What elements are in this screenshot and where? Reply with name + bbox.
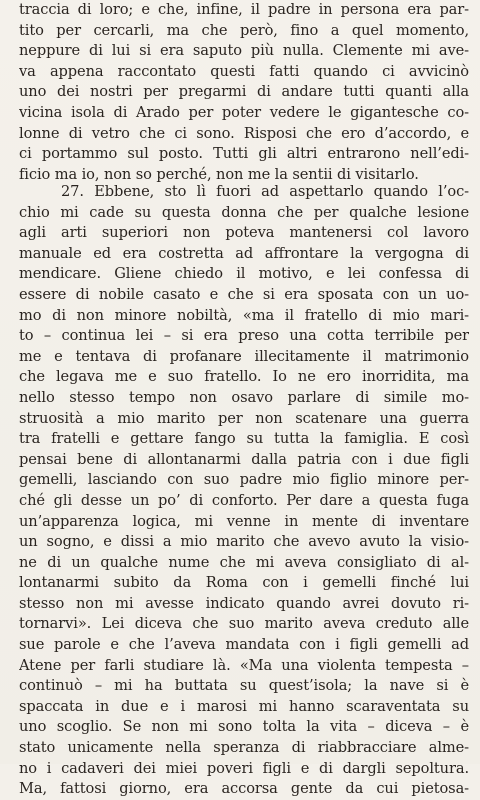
text-line: pensai bene di allontanarmi dalla patria con i due figli <box>19 450 469 468</box>
paragraph-2 <box>19 182 469 800</box>
text-line: traccia di loro; e che, infine, il padre in persona era par- <box>19 1 469 18</box>
text-line: che legava me e suo fratello. Io ne ero inorridita, ma <box>19 368 469 386</box>
text-line: struosità a mio marito per non scatenare una guerra <box>19 409 469 427</box>
text-line: ché gli desse un po’ di conforto. Per dare a questa fuga <box>19 491 469 509</box>
text-line: tra fratelli e gettare fango su tutta la famiglia. E così <box>19 430 469 448</box>
text-line: un’apparenza logica, mi venne in mente di inventare <box>19 512 469 530</box>
text-line: manuale ed era costretta ad affrontare la vergogna di <box>19 244 469 262</box>
text-line: Ma, fattosi giorno, era accorsa gente da cui pietosa- <box>19 780 469 798</box>
text-line: uno scoglio. Se non mi sono tolta la vita – diceva – è <box>19 718 469 736</box>
text-line: essere di nobile casato e che si era sposata con un uo- <box>19 285 469 303</box>
text-line: stato unicamente nella speranza di riabbracciare alme- <box>19 739 469 757</box>
text-line: spaccata in due e i marosi mi hanno scaraventata su <box>19 697 469 715</box>
text-line: mo di non minore nobiltà, «ma il fratello di mio mari- <box>19 306 469 324</box>
text-line: va appena raccontato questi fatti quando ci avvicinò <box>19 62 469 80</box>
text-line: lontanarmi subito da Roma con i gemelli finché lui <box>19 574 469 592</box>
text-line: ficio ma io, non so perché, non me la sentii di visitarlo. <box>19 165 419 183</box>
text-line: me e tentava di profanare illecitamente il matrimonio <box>19 347 469 365</box>
paragraph-1 <box>19 0 469 185</box>
text-line: mendicare. Gliene chiedo il motivo, e lei confessa di <box>19 265 469 283</box>
text-line: chio mi cade su questa donna che per qualche lesione <box>19 203 469 221</box>
text-line: stesso non mi avesse indicato quando avrei dovuto ri- <box>19 594 469 612</box>
text-line: Atene per farli studiare là. «Ma una violenta tempesta – <box>19 656 469 674</box>
text-line: agli arti superiori non poteva mantenersi col lavoro <box>19 224 469 242</box>
text-line: no i cadaveri dei miei poveri figli e di dargli sepoltura. <box>19 759 469 777</box>
text-line: ci portammo sul posto. Tutti gli altri entrarono nell’edi- <box>19 145 469 163</box>
text-line-chapter-start: 27. Ebbene, sto lì fuori ad aspettarlo quando l’oc- <box>61 183 469 200</box>
text-line: tito per cercarli, ma che però, fino a quel momento, <box>19 21 469 39</box>
text-line: uno dei nostri per pregarmi di andare tutti quanti alla <box>19 83 469 101</box>
text-line: vicina isola di Arado per poter vedere le gigantesche co- <box>19 103 469 121</box>
text-line: continuò – mi ha buttata su quest’isola; la nave si è <box>19 677 469 695</box>
text-line: to – continua lei – si era preso una cotta terribile per <box>19 327 469 345</box>
text-line: nello stesso tempo non osavo parlare di simile mo- <box>19 388 469 406</box>
text-line: neppure di lui si era saputo più nulla. Clemente mi ave- <box>19 42 469 60</box>
text-line: gemelli, lasciando con suo padre mio figlio minore per- <box>19 471 469 489</box>
text-line: tornarvi». Lei diceva che suo marito aveva creduto alle <box>19 615 469 633</box>
text-line: sue parole e che l’aveva mandata con i figli gemelli ad <box>19 636 469 654</box>
text-line: lonne di vetro che ci sono. Risposi che ero d’accordo, e <box>19 124 469 142</box>
text-line: ne di un qualche nume che mi aveva consigliato di al- <box>19 553 469 571</box>
text-line: un sogno, e dissi a mio marito che avevo avuto la visio- <box>19 533 469 551</box>
